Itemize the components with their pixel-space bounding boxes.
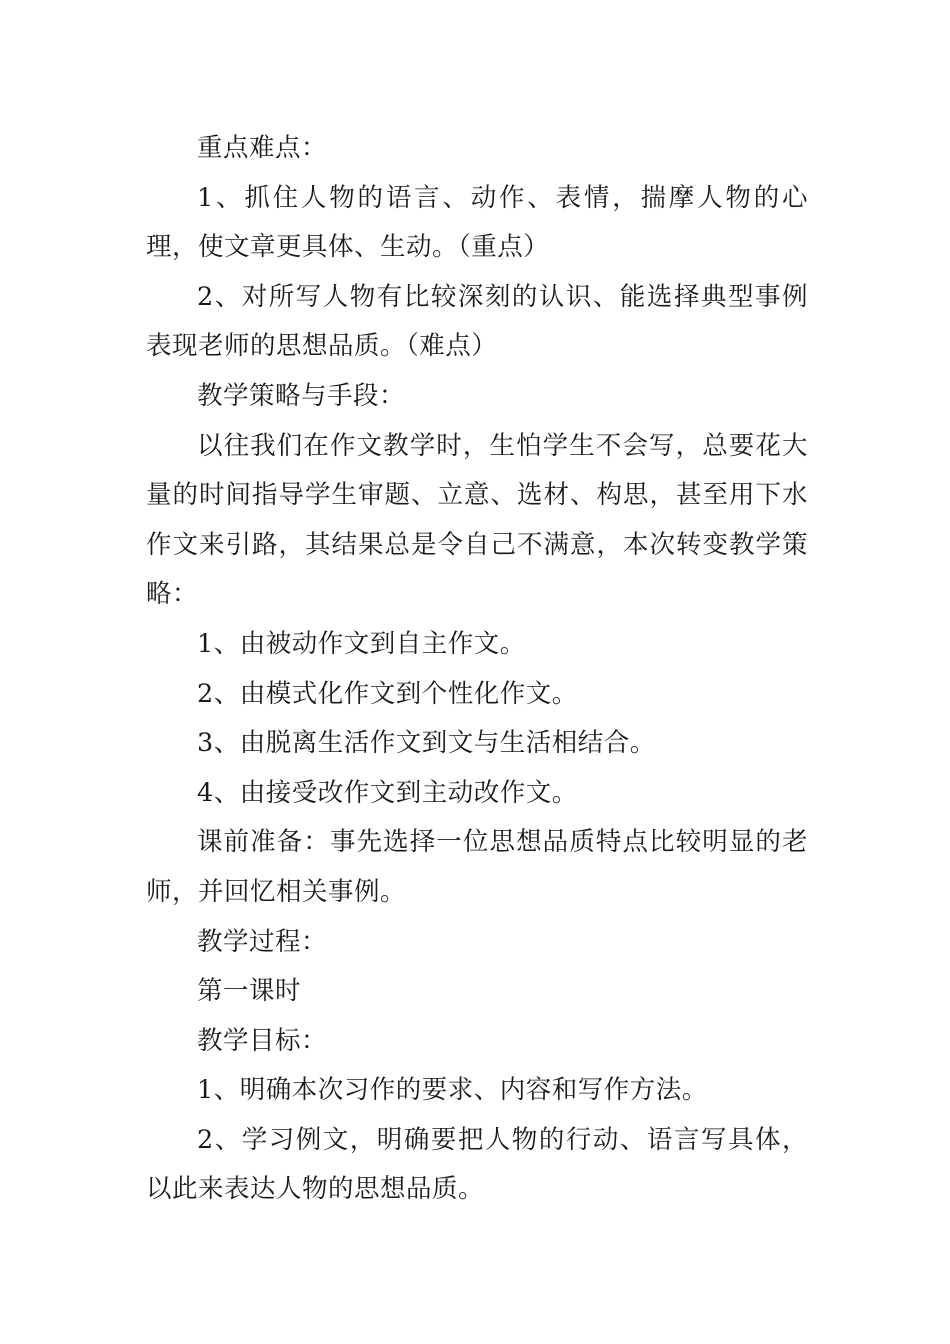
heading-teaching-process: 教学过程： <box>197 926 328 957</box>
heading-teaching-strategy: 教学策略与手段： <box>197 380 406 411</box>
heading-teaching-goals: 教学目标： <box>197 1025 328 1056</box>
strategy-intro-paragraph: 以往我们在作文教学时，生怕学生不会写，总要花大量的时间指导学生审题、立意、选材、构思，甚至用下水作文来引路，其结果总是令自己不满意，本次转变教学策略： <box>146 430 808 610</box>
preparation-paragraph: 课前准备：事先选择一位思想品质特点比较明显的老师，并回忆相关事例。 <box>146 827 808 907</box>
strategy-item-1: 1、由被动作文到自主作文。 <box>197 628 526 659</box>
strategy-item-2: 2、由模式化作文到个性化作文。 <box>197 678 578 709</box>
strategy-item-3: 3、由脱离生活作文到文与生活相结合。 <box>197 728 656 759</box>
difficulty-point-2: 2、对所写人物有比较深刻的认识、能选择典型事例表现老师的思想品质。（难点） <box>146 281 808 362</box>
key-point-1: 1、抓住人物的语言、动作、表情，揣摩人物的心理，使文章更具体、生动。（重点） <box>146 182 808 263</box>
goal-item-1: 1、明确本次习作的要求、内容和写作方法。 <box>197 1075 708 1106</box>
document-body <box>146 124 808 1215</box>
heading-first-lesson: 第一课时 <box>197 976 302 1007</box>
strategy-item-4: 4、由接受改作文到主动改作文。 <box>197 777 578 808</box>
heading-key-difficulties: 重点难点： <box>197 133 328 163</box>
goal-item-2: 2、学习例文，明确要把人物的行动、语言写具体，以此来表达人物的思想品质。 <box>146 1124 808 1205</box>
